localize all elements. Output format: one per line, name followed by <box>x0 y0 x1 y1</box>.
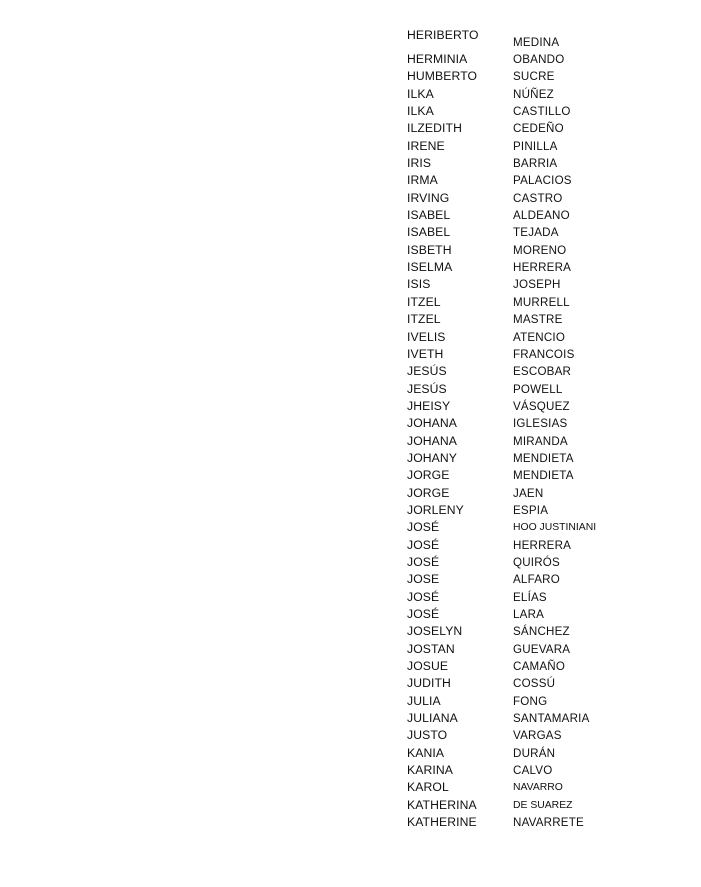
first-name: ISBETH <box>407 242 452 257</box>
list-item <box>407 155 697 172</box>
first-name: JOSÉ <box>407 520 440 535</box>
last-name: SÁNCHEZ <box>513 625 570 639</box>
first-name: KATHERINE <box>407 815 477 830</box>
last-name: NÚÑEZ <box>513 87 554 101</box>
list-item <box>407 554 697 571</box>
list-item <box>407 485 697 502</box>
last-name: GUEVARA <box>513 642 571 656</box>
name-list <box>407 27 697 831</box>
last-name: CASTRO <box>513 191 563 205</box>
list-item <box>407 433 697 450</box>
last-name: MASTRE <box>513 313 563 327</box>
first-name: HERMINIA <box>407 52 468 66</box>
last-name: COSSÚ <box>513 677 556 691</box>
list-item <box>407 363 697 380</box>
list-item <box>407 259 697 276</box>
last-name: ALFARO <box>513 573 560 587</box>
last-name: MENDIETA <box>513 469 574 483</box>
last-name: PALACIOS <box>513 174 572 188</box>
first-name: JUSTO <box>407 728 448 743</box>
first-name: JOHANY <box>407 450 458 465</box>
last-name: POWELL <box>513 382 563 396</box>
list-item <box>407 450 697 467</box>
list-item <box>407 502 697 519</box>
first-name: JULIA <box>407 693 441 708</box>
first-name: JOHANA <box>407 433 458 448</box>
first-name: JOSÉ <box>407 607 440 621</box>
first-name: HERIBERTO <box>407 28 479 42</box>
last-name: HERRERA <box>513 538 572 552</box>
last-name: ESCOBAR <box>513 365 572 379</box>
list-item <box>407 467 697 484</box>
list-item <box>407 224 697 241</box>
last-name: MURRELL <box>513 295 570 309</box>
last-name: PINILLA <box>513 139 558 153</box>
list-item <box>407 415 697 432</box>
last-name: BARRIA <box>513 157 558 171</box>
last-name: LARA <box>513 608 545 621</box>
first-name: JOSTAN <box>407 641 455 656</box>
first-name: ISABEL <box>407 225 451 240</box>
first-name: JOSÉ <box>407 554 440 569</box>
list-item <box>407 606 697 623</box>
first-name: JOSELYN <box>407 624 463 639</box>
last-name: VARGAS <box>513 729 562 743</box>
last-name: MENDIETA <box>513 451 574 465</box>
last-name: DE SUAREZ <box>513 799 573 811</box>
list-item <box>407 398 697 415</box>
first-name: JOSÉ <box>407 537 440 552</box>
last-name: FRANCOIS <box>513 347 575 361</box>
first-name: JORLENY <box>407 502 464 517</box>
first-name: ILKA <box>407 86 434 101</box>
last-name: TEJADA <box>513 226 559 240</box>
last-name: CASTILLO <box>513 105 571 119</box>
list-item <box>407 710 697 727</box>
list-item <box>407 294 697 311</box>
list-item <box>407 51 697 68</box>
list-item <box>407 86 697 103</box>
last-name: ATENCIO <box>513 330 566 344</box>
last-name: IGLESIAS <box>513 417 568 431</box>
last-name: OBANDO <box>513 53 565 66</box>
first-name: ITZEL <box>407 294 441 309</box>
first-name: JORGE <box>407 485 450 500</box>
list-item <box>407 537 697 554</box>
first-name: HUMBERTO <box>407 69 478 84</box>
first-name: IVELIS <box>407 329 446 344</box>
list-item <box>407 120 697 137</box>
last-name: SANTAMARIA <box>513 712 590 726</box>
list-item <box>407 103 697 120</box>
last-name: HERRERA <box>513 261 572 275</box>
first-name: JOSE <box>407 572 440 587</box>
list-item <box>407 242 697 259</box>
list-item <box>407 779 697 796</box>
first-name: KATHERINA <box>407 797 477 812</box>
last-name: MORENO <box>513 243 567 257</box>
last-name: NAVARRO <box>513 782 563 794</box>
first-name: JULIANA <box>407 711 458 726</box>
list-item <box>407 745 697 762</box>
last-name: VÁSQUEZ <box>513 399 570 413</box>
list-item <box>407 138 697 155</box>
last-name: JOSEPH <box>513 278 561 292</box>
list-item <box>407 693 697 710</box>
first-name: JOSUE <box>407 659 449 674</box>
list-item <box>407 329 697 346</box>
list-item <box>407 519 697 536</box>
first-name: JOSÉ <box>407 589 440 604</box>
first-name: KAROL <box>407 780 449 795</box>
last-name: MIRANDA <box>513 434 568 448</box>
first-name: ILZEDITH <box>407 121 462 136</box>
list-item <box>407 190 697 207</box>
first-name: JORGE <box>407 468 450 483</box>
list-item <box>407 623 697 640</box>
list-item <box>407 68 697 85</box>
list-item <box>407 381 697 398</box>
first-name: JESÚS <box>407 381 447 396</box>
list-item <box>407 589 697 606</box>
list-item <box>407 797 697 814</box>
first-name: KARINA <box>407 763 453 778</box>
last-name: QUIRÓS <box>513 555 560 569</box>
list-item <box>407 814 697 831</box>
last-name: MEDINA <box>513 36 560 49</box>
last-name: DURÁN <box>513 746 556 760</box>
list-item <box>407 762 697 779</box>
last-name: SUCRE <box>513 70 555 84</box>
first-name: IRMA <box>407 173 438 188</box>
first-name: JESÚS <box>407 364 447 379</box>
last-name: NAVARRETE <box>513 816 584 830</box>
list-item <box>407 207 697 224</box>
first-name: IRVING <box>407 190 450 205</box>
first-name: ITZEL <box>407 312 441 327</box>
list-item <box>407 311 697 328</box>
last-name: ESPIA <box>513 503 549 517</box>
last-name: FONG <box>513 694 548 708</box>
list-item <box>407 675 697 692</box>
list-item <box>407 172 697 189</box>
last-name: HOO JUSTINIANI <box>513 522 597 534</box>
last-name: JAEN <box>513 486 544 500</box>
list-item <box>407 641 697 658</box>
list-item <box>407 571 697 588</box>
first-name: IVETH <box>407 346 444 361</box>
first-name: IRIS <box>407 156 432 171</box>
list-item <box>407 727 697 744</box>
last-name: ELÍAS <box>513 590 547 604</box>
last-name: ALDEANO <box>513 209 570 223</box>
first-name: IRENE <box>407 138 445 153</box>
first-name: KANIA <box>407 745 445 760</box>
first-name: JUDITH <box>407 676 451 691</box>
first-name: ISIS <box>407 277 431 292</box>
first-name: JOHANA <box>407 416 458 431</box>
first-name: ISELMA <box>407 260 453 275</box>
first-name: ISABEL <box>407 208 451 223</box>
list-item <box>407 276 697 293</box>
list-item <box>407 658 697 675</box>
last-name: CEDEÑO <box>513 122 564 136</box>
list-item <box>407 27 697 51</box>
first-name: ILKA <box>407 104 434 119</box>
first-name: JHEISY <box>407 398 451 413</box>
list-item <box>407 346 697 363</box>
last-name: CALVO <box>513 764 553 778</box>
last-name: CAMAÑO <box>513 660 566 674</box>
